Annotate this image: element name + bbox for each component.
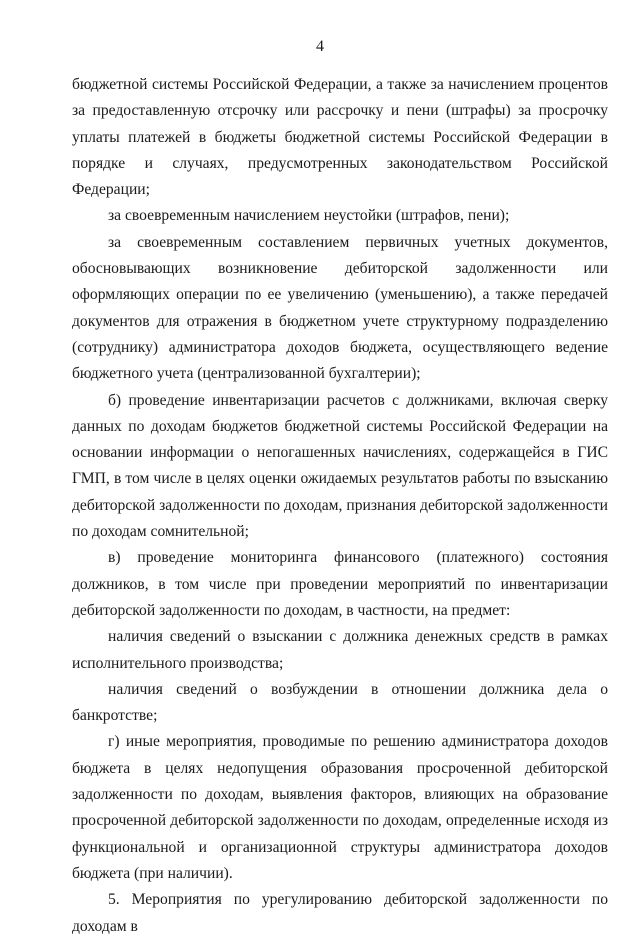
paragraph-item-g-other-measures: г) иные мероприятия, проводимые по решению администратора доходов бюджета в целях недопущения образования просроченной дебиторской задолженности по доходам, выявления факторов, влияющих на образование просроченной дебиторской задолженности по доходам, определенные исходя из функциональной и организационной структуры администратора доходов бюджета (при наличии). (72, 733, 608, 882)
paragraph-continuation: бюджетной системы Российской Федерации, а также за начислением процентов за предоставленную отсрочку или рассрочку и пени (штрафы) за просрочку уплаты платежей в бюджеты бюджетной системы Российской Федерации в порядке и случаях, предусмотренных законодательством Российской Федерации; (72, 76, 608, 199)
paragraph-item-v-monitoring: в) проведение мониторинга финансового (платежного) состояния должников, в том числе при проведении мероприятий по инвентаризации дебиторской задолженности по доходам, в частности, на предмет: (72, 549, 608, 619)
paragraph-item-b-inventory: б) проведение инвентаризации расчетов с должниками, включая сверку данных по доходам бюджетов бюджетной системы Российской Федерации на основании информации о непогашенных начислениях, содержащейся в ГИС ГМП, в том числе в целях оценки ожидаемых результатов работы по взысканию дебиторской задолженности по доходам, признания дебиторской задолженности по доходам сомнительной; (72, 391, 608, 541)
paragraph-enforcement-proceedings: наличия сведений о взыскании с должника денежных средств в рамках исполнительного производства; (72, 628, 608, 672)
paragraph-primary-documents: за своевременным составлением первичных учетных документов, обосновывающих возникновение дебиторской задолженности или оформляющих операции по ее увеличению (уменьшению), а также передачей документов для отражения в бюджетном учете структурному подразделению (сотруднику) администратора доходов бюджета, осуществляющего ведение бюджетного учета (централизованной бухгалтерии); (72, 233, 608, 383)
paragraph-section-5-start: 5. Мероприятия по урегулированию дебиторской задолженности по доходам в (72, 891, 608, 935)
page-number: 4 (316, 38, 324, 55)
paragraph-penalty-accrual: за своевременным начислением неустойки (штрафов, пени); (108, 207, 510, 225)
paragraph-bankruptcy: наличия сведений о возбуждении в отношении должника дела о банкротстве; (72, 680, 608, 725)
document-body (72, 72, 608, 940)
